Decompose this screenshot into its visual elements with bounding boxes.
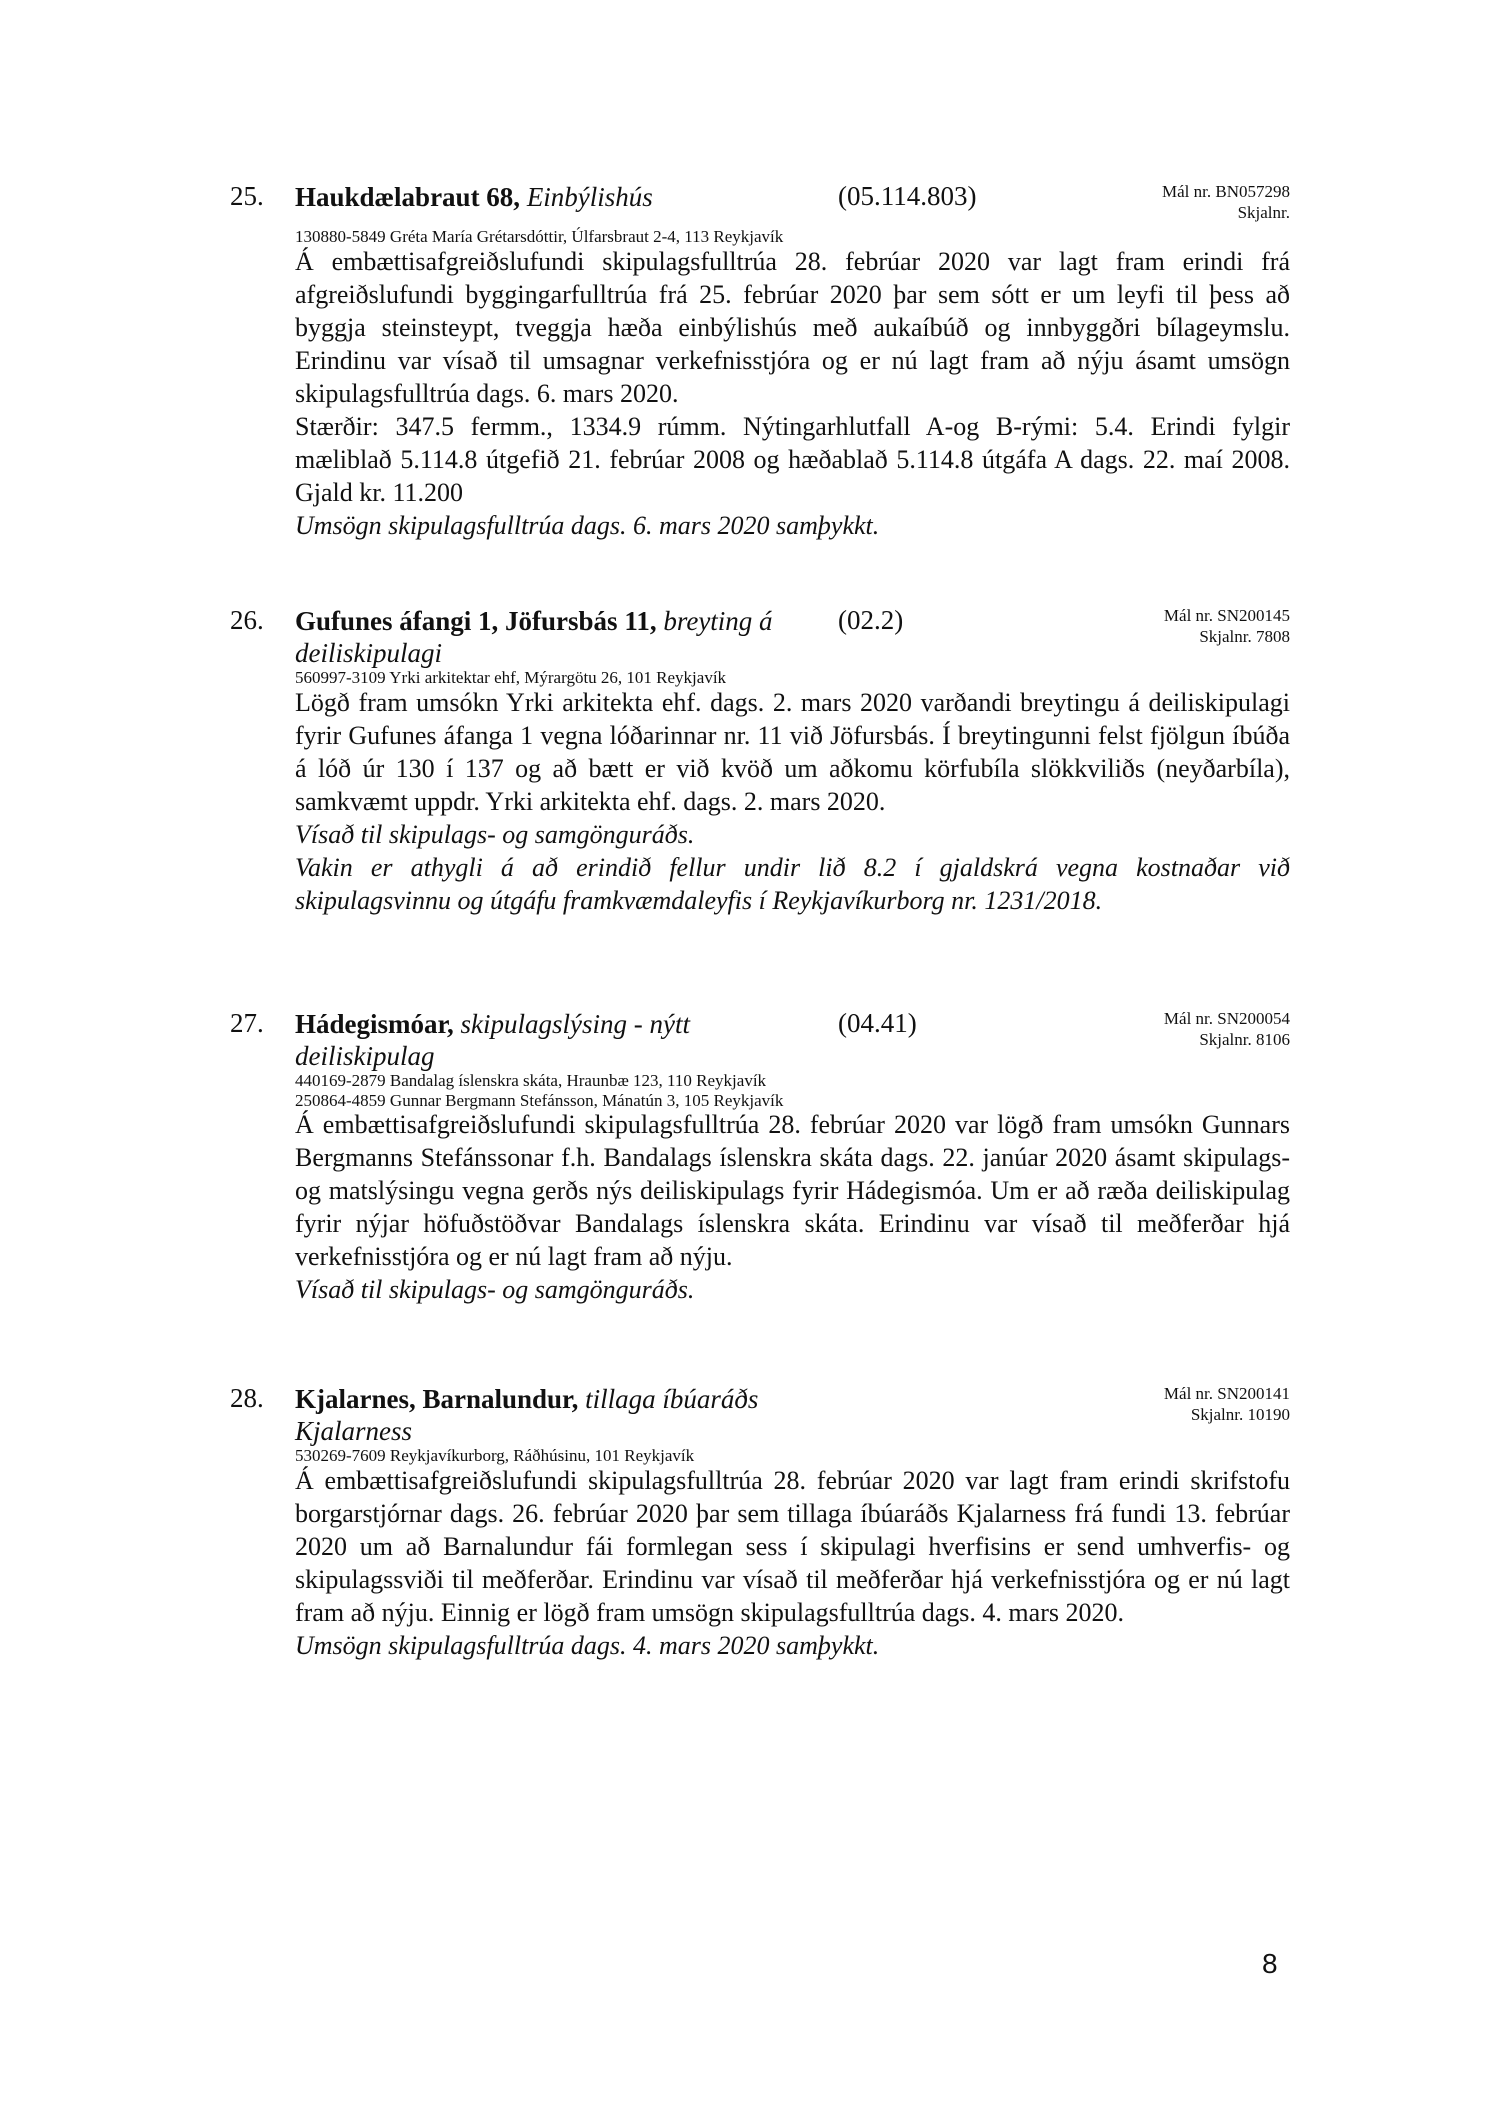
case-numbers bbox=[1164, 1008, 1290, 1050]
item-number: 25. bbox=[230, 181, 264, 211]
item-reference: (02.2) bbox=[838, 605, 904, 635]
decision: Umsögn skipulagsfulltrúa dags. 4. mars 2020 samþykkt. bbox=[295, 1631, 880, 1660]
applicant: 440169-2879 Bandalag íslenskra skáta, Hraunbæ 123, 110 Reykjavík bbox=[295, 1071, 767, 1090]
applicant: 530269-7609 Reykjavíkurborg, Ráðhúsinu, 101 Reykjavík bbox=[295, 1446, 695, 1465]
case-numbers bbox=[1162, 181, 1290, 223]
item-title-subject: skipulagslýsing - nýtt deiliskipulag bbox=[295, 1009, 690, 1071]
decision: Vísað til skipulags- og samgönguráðs. bbox=[295, 820, 695, 849]
agenda-item-26 bbox=[230, 605, 1290, 965]
mal-nr: Mál nr. SN200145 bbox=[1163, 606, 1290, 625]
item-title bbox=[295, 1008, 755, 1072]
decision: Vísað til skipulags- og samgönguráðs. bbox=[295, 1275, 695, 1304]
page-number: 8 bbox=[1262, 1948, 1278, 1979]
paragraph: Lögð fram umsókn Yrki arkitekta ehf. dags. 2. mars 2020 varðandi breytingu á deiliskipulagi fyrir Gufunes áfanga 1 vegna lóðarinnar nr. 11 við Jöfursbás. Í breytingunni felst fjölgun íbúða á lóð úr 130 í 137 og að bætt er við kvöð um aðkomu körfubíla slökkviliðs (neyðarbíla), samkvæmt uppdr. Yrki arkitekta ehf. dags. 2. mars 2020. bbox=[295, 688, 1290, 816]
mal-nr: Mál nr. BN057298 bbox=[1162, 182, 1290, 201]
applicants bbox=[295, 1071, 783, 1111]
skjal-nr: Skjalnr. 8106 bbox=[1199, 1030, 1290, 1049]
item-reference: (05.114.803) bbox=[838, 181, 977, 211]
item-title-subject: tillaga íbúaráðs Kjalarness bbox=[295, 1384, 759, 1446]
skjal-nr: Skjalnr. bbox=[1237, 203, 1290, 222]
item-title bbox=[295, 181, 815, 213]
item-number: 28. bbox=[230, 1383, 264, 1413]
paragraph: Á embættisafgreiðslufundi skipulagsfulltrúa 28. febrúar 2020 var lögð fram umsókn Gunnars Bergmanns Stefánssonar f.h. Bandalags íslenskra skáta dags. 22. janúar 2020 ásamt skipulags- og matslýsingu vegna gerðs nýs deiliskipulags fyrir Hádegismóa. Um er að ræða deiliskipulag fyrir nýjar höfuðstöðvar Bandalags íslenskra skáta. Erindinu var vísað til meðferðar hjá verkefnisstjóra og er nú lagt fram að nýju. bbox=[295, 1110, 1290, 1271]
item-title-subject: breyting á deiliskipulagi bbox=[295, 606, 773, 668]
applicants bbox=[295, 1446, 694, 1466]
skjal-nr: Skjalnr. 10190 bbox=[1190, 1405, 1290, 1424]
agenda-item-28 bbox=[230, 1383, 1290, 1703]
case-numbers bbox=[1164, 605, 1290, 647]
case-numbers bbox=[1164, 1383, 1290, 1425]
skjal-nr: Skjalnr. 7808 bbox=[1199, 627, 1290, 646]
item-reference: (04.41) bbox=[838, 1008, 917, 1038]
applicant: 560997-3109 Yrki arkitektar ehf, Mýrargötu 26, 101 Reykjavík bbox=[295, 668, 727, 687]
decision: Vakin er athygli á að erindið fellur undir lið 8.2 í gjaldskrá vegna kostnaðar við skipulagsvinnu og útgáfu framkvæmdaleyfis í Reykjavíkurborg nr. 1231/2018. bbox=[295, 853, 1290, 915]
item-number: 26. bbox=[230, 605, 264, 635]
item-title bbox=[295, 605, 795, 669]
item-body bbox=[295, 686, 1290, 917]
paragraph: Stærðir: 347.5 fermm., 1334.9 rúmm. Nýtingarhlutfall A-og B-rými: 5.4. Erindi fylgir mæliblað 5.114.8 útgefið 21. febrúar 2008 og hæðablað 5.114.8 útgáfa A dags. 22. maí 2008. Gjald kr. 11.200 bbox=[295, 412, 1290, 507]
item-title-address: Kjalarnes, Barnalundur, bbox=[295, 1384, 579, 1414]
decision: Umsögn skipulagsfulltrúa dags. 6. mars 2020 samþykkt. bbox=[295, 511, 880, 540]
paragraph: Á embættisafgreiðslufundi skipulagsfulltrúa 28. febrúar 2020 var lagt fram erindi frá afgreiðslufundi byggingarfulltrúa frá 25. febrúar 2020 þar sem sótt er um leyfi til þess að byggja steinsteypt, tveggja hæða einbýlishús með aukaíbúð og innbyggðri bílageymslu. Erindinu var vísað til umsagnar verkefnisstjóra og er nú lagt fram að nýju ásamt umsögn skipulagsfulltrúa dags. 6. mars 2020. bbox=[295, 247, 1290, 408]
item-body bbox=[295, 245, 1290, 542]
item-title-address: Gufunes áfangi 1, Jöfursbás 11, bbox=[295, 606, 657, 636]
item-title-subject: Einbýlishús bbox=[526, 182, 653, 212]
item-number: 27. bbox=[230, 1008, 264, 1038]
agenda-item-27 bbox=[230, 1008, 1290, 1308]
mal-nr: Mál nr. SN200054 bbox=[1163, 1009, 1290, 1028]
mal-nr: Mál nr. SN200141 bbox=[1163, 1384, 1290, 1403]
item-title-address: Haukdælabraut 68, bbox=[295, 182, 521, 212]
item-body bbox=[295, 1464, 1290, 1662]
paragraph: Á embættisafgreiðslufundi skipulagsfulltrúa 28. febrúar 2020 var lagt fram erindi skrifstofu borgarstjórnar dags. 26. febrúar 2020 þar sem tillaga íbúaráðs Kjalarness frá fundi 13. febrúar 2020 um að Barnalundur fái formlegan sess í skipulagi hverfisins er send umhverfis- og skipulagssviði til meðferðar. Erindinu var vísað til meðferðar hjá verkefnisstjóra og er nú lagt fram að nýju. Einnig er lögð fram umsögn skipulagsfulltrúa dags. 4. mars 2020. bbox=[295, 1466, 1290, 1627]
applicant: 130880-5849 Gréta María Grétarsdóttir, Úlfarsbraut 2-4, 113 Reykjavík bbox=[295, 227, 784, 246]
item-title-address: Hádegismóar, bbox=[295, 1009, 454, 1039]
agenda-item-25 bbox=[230, 181, 1290, 541]
applicants bbox=[295, 227, 783, 247]
applicant: 250864-4859 Gunnar Bergmann Stefánsson, Mánatún 3, 105 Reykjavík bbox=[295, 1091, 784, 1110]
applicants bbox=[295, 668, 726, 688]
item-title bbox=[295, 1383, 775, 1447]
item-body bbox=[295, 1108, 1290, 1306]
